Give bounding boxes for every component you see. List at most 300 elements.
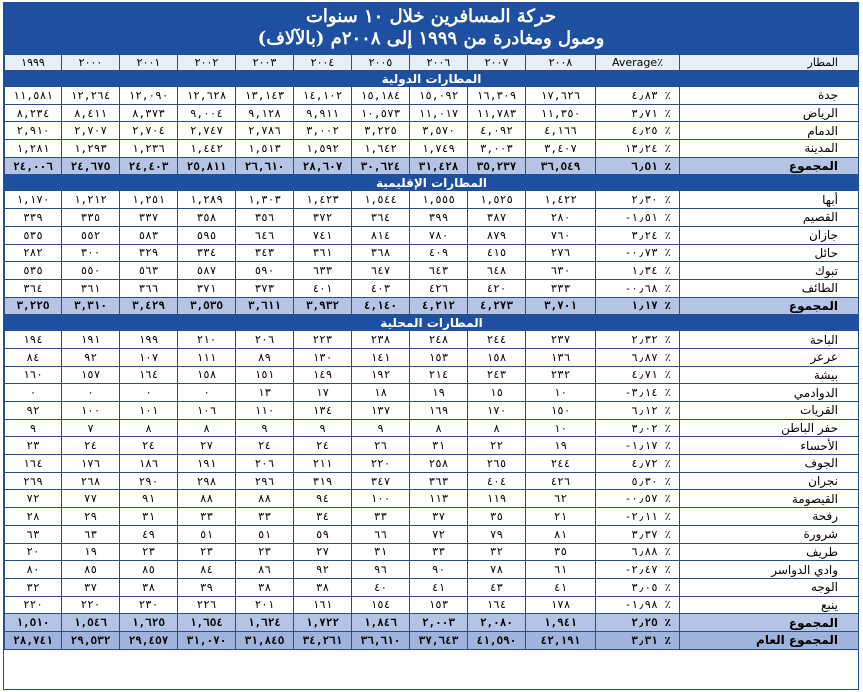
airport-name: الدمام — [680, 122, 859, 140]
value-cell: ٨٩ — [236, 348, 294, 366]
value-cell: ٢٣ — [236, 543, 294, 561]
value-cell: ٣٨ — [120, 578, 178, 596]
airport-name: القيصومة — [680, 490, 859, 508]
value-cell: ١,٦٤٢ — [352, 140, 410, 158]
value-cell: ٢٩٦ — [236, 472, 294, 490]
value-cell: ٨ — [178, 419, 236, 437]
value-cell: ١٤,١٠٢ — [294, 87, 352, 105]
value-cell: ٢,٧٨٦ — [236, 122, 294, 140]
value-cell: ٣٢ — [468, 543, 526, 561]
value-cell: ٢٩٨ — [178, 472, 236, 490]
value-cell: ١٦٤ — [468, 596, 526, 614]
value-cell: ١,٧٢٢ — [294, 614, 352, 632]
value-cell: ١,١٧٠ — [5, 191, 62, 209]
value-cell: ٢٧ — [294, 543, 352, 561]
value-cell: ٢٤٤ — [526, 455, 596, 473]
average-cell: ٪ ٣٫٣٧ — [596, 525, 680, 543]
value-cell: ٩,٠٠٤ — [178, 104, 236, 122]
average-cell: ٪ ٠٫٧٣- — [596, 244, 680, 262]
average-cell: ٪ ٢٫٤٧- — [596, 561, 680, 579]
average-cell: ٪ ٦٫٥١ — [596, 157, 680, 175]
value-cell: ٢,٧٠٤ — [120, 122, 178, 140]
table-row — [5, 578, 859, 596]
value-cell: ٢٢ — [468, 437, 526, 455]
value-cell: ٣,٤٢٩ — [120, 297, 178, 315]
value-cell: ٨,٤١١ — [62, 104, 120, 122]
airport-name: نجران — [680, 472, 859, 490]
value-cell: ٢١٤ — [410, 366, 468, 384]
value-cell: ٨٤ — [5, 348, 62, 366]
value-cell: ٤١ — [410, 578, 468, 596]
value-cell: ١٠٠ — [62, 402, 120, 420]
value-cell: ١١٠ — [236, 402, 294, 420]
airport-name: تبوك — [680, 262, 859, 280]
value-cell: ٢٠١ — [236, 596, 294, 614]
value-cell: ١,٥٤٤ — [352, 191, 410, 209]
value-cell: ١٢,٦٢٨ — [178, 87, 236, 105]
value-cell: ٤,٠٩٢ — [468, 122, 526, 140]
section-total-row — [5, 157, 859, 175]
value-cell: ٣٣٣ — [526, 279, 596, 297]
value-cell: ٣,٠٠٢ — [294, 122, 352, 140]
value-cell: ٢٩,٤٥٧ — [120, 631, 178, 649]
value-cell: ٢٦٩ — [5, 472, 62, 490]
value-cell: ١,٢٥١ — [120, 191, 178, 209]
value-cell: ١٠,٥٧٣ — [352, 104, 410, 122]
value-cell: ٢١٠ — [178, 331, 236, 349]
value-cell: ١٩ — [410, 384, 468, 402]
value-cell: ٢٤٤ — [468, 331, 526, 349]
value-cell: ٤٢٦ — [526, 472, 596, 490]
airport-name: القصيم — [680, 209, 859, 227]
value-cell: ١٦٠ — [5, 366, 62, 384]
value-cell: ٦٣ — [62, 525, 120, 543]
table-row — [5, 331, 859, 349]
section-title: المطارات الدولية — [5, 71, 859, 87]
passenger-table-panel — [3, 2, 859, 690]
value-cell: ٥٥٢ — [62, 226, 120, 244]
value-cell: ٧ — [62, 419, 120, 437]
value-cell: ٤٢٦ — [410, 279, 468, 297]
value-cell: ٣٧١ — [178, 279, 236, 297]
average-cell: ٪ ٠٫٥٧- — [596, 490, 680, 508]
value-cell: ٣٧٣ — [236, 279, 294, 297]
value-cell: ١٥٨ — [468, 348, 526, 366]
header-year: ٢٠٠٤ — [294, 55, 352, 71]
value-cell: ١٠ — [526, 419, 596, 437]
average-cell: ٪ ٠٫٦٨- — [596, 279, 680, 297]
value-cell: ٢٣ — [120, 543, 178, 561]
value-cell: ١٥,١٨٤ — [352, 87, 410, 105]
header-year: ٢٠٠١ — [120, 55, 178, 71]
value-cell: ٤٠٣ — [352, 279, 410, 297]
value-cell: ٣٣ — [352, 508, 410, 526]
value-cell: ٩ — [236, 419, 294, 437]
value-cell: ٠ — [178, 384, 236, 402]
average-cell: ٪ ١٫٥١- — [596, 209, 680, 227]
value-cell: ٣,٧٠١ — [526, 297, 596, 315]
airport-name: عرعر — [680, 348, 859, 366]
value-cell: ٨,٢٣٤ — [5, 104, 62, 122]
value-cell: ٨ — [468, 419, 526, 437]
value-cell: ٢٣٠ — [120, 596, 178, 614]
value-cell: ٧٦٠ — [526, 226, 596, 244]
value-cell: ٢٦٨ — [62, 472, 120, 490]
value-cell: ١١,٠١٧ — [410, 104, 468, 122]
section-header — [5, 71, 859, 87]
airport-name: رفحة — [680, 508, 859, 526]
value-cell: ٣٣٩ — [5, 209, 62, 227]
table-row — [5, 279, 859, 297]
value-cell: ٩٢ — [62, 348, 120, 366]
value-cell: ٢٥٨ — [410, 455, 468, 473]
value-cell: ٨٤ — [178, 561, 236, 579]
value-cell: ٢٢٠ — [5, 596, 62, 614]
value-cell: ١٨٦ — [120, 455, 178, 473]
value-cell: ١,٥١٠ — [5, 614, 62, 632]
value-cell: ٩٢ — [294, 561, 352, 579]
value-cell: ٧٤١ — [294, 226, 352, 244]
value-cell: ٨٨ — [178, 490, 236, 508]
value-cell: ١,٥٩٢ — [294, 140, 352, 158]
value-cell: ٦٢ — [526, 490, 596, 508]
value-cell: ٣,٠٠٣ — [468, 140, 526, 158]
value-cell: ١٧ — [294, 384, 352, 402]
value-cell: ٣٦,٦١٠ — [352, 631, 410, 649]
value-cell: ٣٦١ — [294, 244, 352, 262]
value-cell: ٣٩ — [178, 578, 236, 596]
value-cell: ١٥٧ — [62, 366, 120, 384]
value-cell: ١,٦٥٤ — [178, 614, 236, 632]
value-cell: ٥١ — [236, 525, 294, 543]
value-cell: ٢,٧٤٧ — [178, 122, 236, 140]
value-cell: ١١٣ — [410, 490, 468, 508]
value-cell: ١,٥٢٥ — [468, 191, 526, 209]
value-cell: ١١٩ — [468, 490, 526, 508]
airport-name: المدينة — [680, 140, 859, 158]
airport-name: وادي الدواسر — [680, 561, 859, 579]
value-cell: ٤,٢٧٣ — [468, 297, 526, 315]
value-cell: ٦٣ — [5, 525, 62, 543]
value-cell: ٢٠٦ — [236, 455, 294, 473]
value-cell: ٩,١٢٨ — [236, 104, 294, 122]
value-cell: ١٩١ — [62, 331, 120, 349]
value-cell: ٢٨ — [5, 508, 62, 526]
value-cell: ١,٨٤٦ — [352, 614, 410, 632]
value-cell: ٢٤,٦٧٥ — [62, 157, 120, 175]
value-cell: ٥٥٠ — [62, 262, 120, 280]
value-cell: ٥٩٥ — [178, 226, 236, 244]
value-cell: ٢٤,٤٠٣ — [120, 157, 178, 175]
table-row — [5, 561, 859, 579]
value-cell: ٧٢ — [410, 525, 468, 543]
value-cell: ١٥٤ — [352, 596, 410, 614]
value-cell: ٣٥٨ — [178, 209, 236, 227]
value-cell: ١٧,٦٢٦ — [526, 87, 596, 105]
section-header — [5, 175, 859, 191]
value-cell: ٢٤ — [120, 437, 178, 455]
value-cell: ١٠١ — [120, 402, 178, 420]
value-cell: ٣١ — [410, 437, 468, 455]
value-cell: ٣٣٧ — [120, 209, 178, 227]
table-row — [5, 384, 859, 402]
value-cell: ٠ — [120, 384, 178, 402]
value-cell: ١٣,١٤٣ — [236, 87, 294, 105]
value-cell: ٢٢٦ — [178, 596, 236, 614]
value-cell: ٨,٣٧٣ — [120, 104, 178, 122]
value-cell: ٤٠٩ — [410, 244, 468, 262]
average-cell: ٪ ٣٫١٤- — [596, 384, 680, 402]
value-cell: ٤١٥ — [468, 244, 526, 262]
value-cell: ٢,٩١٠ — [5, 122, 62, 140]
value-cell: ٤,١٦٦ — [526, 122, 596, 140]
value-cell: ٥٣٥ — [5, 262, 62, 280]
value-cell: ١٩١ — [178, 455, 236, 473]
value-cell: ٤٣ — [468, 578, 526, 596]
header-year: ٢٠٠٦ — [410, 55, 468, 71]
table-row — [5, 226, 859, 244]
value-cell: ١٢,٢٦٤ — [62, 87, 120, 105]
value-cell: ٣١,٤٢٨ — [410, 157, 468, 175]
average-cell: ٪ ١٫٩٨- — [596, 596, 680, 614]
value-cell: ٩ — [294, 419, 352, 437]
value-cell: ٣٧ — [62, 578, 120, 596]
value-cell: ١٥٣ — [410, 596, 468, 614]
value-cell: ٣٦٨ — [352, 244, 410, 262]
value-cell: ٣٤,٢٦١ — [294, 631, 352, 649]
value-cell: ٧٧ — [62, 490, 120, 508]
value-cell: ١٧٦ — [62, 455, 120, 473]
average-cell: ٪ ٢٫٢٥ — [596, 614, 680, 632]
value-cell: ١١,٥٨١ — [5, 87, 62, 105]
value-cell: ١,٢٨١ — [5, 140, 62, 158]
value-cell: ٠ — [5, 384, 62, 402]
airport-name: حفر الباطن — [680, 419, 859, 437]
value-cell: ٣٣٥ — [62, 209, 120, 227]
section-header — [5, 315, 859, 331]
value-cell: ٣٨٧ — [468, 209, 526, 227]
value-cell: ٨٥ — [120, 561, 178, 579]
value-cell: ٢٤ — [236, 437, 294, 455]
value-cell: ٣,٩٣٢ — [294, 297, 352, 315]
grand-total-row — [5, 631, 859, 649]
value-cell: ٩ — [5, 419, 62, 437]
section-total-row — [5, 614, 859, 632]
header-year: ٢٠٠٧ — [468, 55, 526, 71]
value-cell: ١٥٠ — [526, 402, 596, 420]
value-cell: ٦٤٨ — [468, 262, 526, 280]
value-cell: ١٦١ — [294, 596, 352, 614]
value-cell: ١,٥٥٥ — [410, 191, 468, 209]
average-cell: ٪ ٣٫٠٢ — [596, 419, 680, 437]
value-cell: ٦٦ — [352, 525, 410, 543]
value-cell: ٨ — [120, 419, 178, 437]
value-cell: ١١,٧٨٣ — [468, 104, 526, 122]
value-cell: ٣٣٤ — [178, 244, 236, 262]
value-cell: ١٤١ — [352, 348, 410, 366]
average-cell: ٪ ٣٫٧١ — [596, 104, 680, 122]
value-cell: ٢٤ — [62, 437, 120, 455]
value-cell: ٣٣ — [236, 508, 294, 526]
value-cell: ٢٢٣ — [294, 331, 352, 349]
value-cell: ٩٠ — [410, 561, 468, 579]
value-cell: ٩,٩١١ — [294, 104, 352, 122]
value-cell: ٣٣ — [410, 543, 468, 561]
value-cell: ٨١٤ — [352, 226, 410, 244]
average-cell: ٪ ٦٫١٢ — [596, 402, 680, 420]
value-cell: ٣,٢٢٥ — [5, 297, 62, 315]
average-cell: ٪ ٥٫٣٠ — [596, 472, 680, 490]
value-cell: ٢٧٦ — [526, 244, 596, 262]
value-cell: ٣,٦١١ — [236, 297, 294, 315]
airport-name: جازان — [680, 226, 859, 244]
value-cell: ١٥٣ — [410, 348, 468, 366]
airport-name: حائل — [680, 244, 859, 262]
airport-name: ينبع — [680, 596, 859, 614]
table-row — [5, 525, 859, 543]
header-airport: المطار — [680, 55, 859, 71]
airport-name: جدة — [680, 87, 859, 105]
value-cell: ١٣٤ — [294, 402, 352, 420]
value-cell: ٢٨,٦٠٧ — [294, 157, 352, 175]
airport-name: الطائف — [680, 279, 859, 297]
table-row — [5, 244, 859, 262]
average-cell: ٪ ٣٫٢٤ — [596, 226, 680, 244]
value-cell: ٢٣٨ — [352, 331, 410, 349]
value-cell: ٧٩ — [468, 525, 526, 543]
passenger-table — [4, 54, 859, 650]
value-cell: ١,٤٢٢ — [526, 191, 596, 209]
value-cell: ٥٨٣ — [120, 226, 178, 244]
value-cell: ٢٨٠ — [526, 209, 596, 227]
value-cell: ١٢,٠٩٠ — [120, 87, 178, 105]
value-cell: ٨٠ — [5, 561, 62, 579]
average-cell: ٪ ٤٫٧٢ — [596, 455, 680, 473]
average-cell: ٪ ٢٫٣٢ — [596, 331, 680, 349]
value-cell: ١٣٦ — [526, 348, 596, 366]
value-cell: ١٠٧ — [120, 348, 178, 366]
section-title: المطارات الإقليمية — [5, 175, 859, 191]
average-cell: ٪ ٣٫٣١ — [596, 631, 680, 649]
value-cell: ٣٨ — [236, 578, 294, 596]
table-row — [5, 419, 859, 437]
value-cell: ٣١,٨٤٥ — [236, 631, 294, 649]
value-cell: ٤,٢١٢ — [410, 297, 468, 315]
value-cell: ٤٠ — [352, 578, 410, 596]
value-cell: ٢٢٠ — [352, 455, 410, 473]
value-cell: ٢٤,٠٠٦ — [5, 157, 62, 175]
value-cell: ٢٤ — [294, 437, 352, 455]
value-cell: ٥٦٣ — [120, 262, 178, 280]
value-cell: ٣٣ — [178, 508, 236, 526]
value-cell: ٢٩ — [62, 508, 120, 526]
value-cell: ٢٣٧ — [526, 331, 596, 349]
value-cell: ١٥١ — [236, 366, 294, 384]
table-row — [5, 348, 859, 366]
value-cell: ١٩ — [526, 437, 596, 455]
value-cell: ٣,٣١٠ — [62, 297, 120, 315]
value-cell: ١٩ — [62, 543, 120, 561]
value-cell: ١١,٣٥٠ — [526, 104, 596, 122]
value-cell: ٣١,٠٧٠ — [178, 631, 236, 649]
value-cell: ٣٤٣ — [236, 244, 294, 262]
value-cell: ٣٧,٦٤٣ — [410, 631, 468, 649]
value-cell: ٢٦ — [352, 437, 410, 455]
value-cell: ١٦,٣٠٩ — [468, 87, 526, 105]
value-cell: ١٦٤ — [5, 455, 62, 473]
value-cell: ٤٠١ — [294, 279, 352, 297]
airport-name: الوجه — [680, 578, 859, 596]
value-cell: ٣٦٦ — [120, 279, 178, 297]
header-year: ٢٠٠٠ — [62, 55, 120, 71]
title-banner — [4, 3, 858, 54]
value-cell: ٢١١ — [294, 455, 352, 473]
value-cell: ٨ — [410, 419, 468, 437]
value-cell: ٢٣ — [5, 437, 62, 455]
value-cell: ٢٤٣ — [468, 366, 526, 384]
value-cell: ١,٦٢٤ — [236, 614, 294, 632]
value-cell: ١,٦٢٥ — [120, 614, 178, 632]
value-cell: ٣١ — [120, 508, 178, 526]
value-cell: ١٩٢ — [352, 366, 410, 384]
value-cell: ٤١,٥٩٠ — [468, 631, 526, 649]
airport-name: شرورة — [680, 525, 859, 543]
average-cell: ٪ ١٣٫٢٤ — [596, 140, 680, 158]
value-cell: ٣,٥٧٠ — [410, 122, 468, 140]
value-cell: ٣٥٦ — [236, 209, 294, 227]
value-cell: ٣,٢٢٥ — [352, 122, 410, 140]
average-cell: ٪ ٤٫٢٥ — [596, 122, 680, 140]
value-cell: ٢٠ — [5, 543, 62, 561]
table-body — [5, 55, 859, 650]
value-cell: ٦٣٠ — [526, 262, 596, 280]
value-cell: ١,٥٤٦ — [62, 614, 120, 632]
value-cell: ١٦٩ — [410, 402, 468, 420]
value-cell: ٦٤٣ — [410, 262, 468, 280]
value-cell: ١٩٩ — [120, 331, 178, 349]
value-cell: ٨٧٩ — [468, 226, 526, 244]
value-cell: ٢٣ — [178, 543, 236, 561]
average-cell: ٪ ٣٫٠٥ — [596, 578, 680, 596]
table-row — [5, 437, 859, 455]
value-cell: ٩ — [352, 419, 410, 437]
value-cell: ٨٨ — [236, 490, 294, 508]
value-cell: ١,٧٤٩ — [410, 140, 468, 158]
value-cell: ١,٣٠٣ — [236, 191, 294, 209]
value-cell: ١١١ — [178, 348, 236, 366]
value-cell: ١,٢٩٣ — [62, 140, 120, 158]
airport-name: المجموع — [680, 297, 859, 315]
value-cell: ٩١ — [120, 490, 178, 508]
value-cell: ٣٢٩ — [120, 244, 178, 262]
value-cell: ٢,٠٨٠ — [468, 614, 526, 632]
table-row — [5, 490, 859, 508]
value-cell: ١٧٠ — [468, 402, 526, 420]
value-cell: ٤٢,١٩١ — [526, 631, 596, 649]
header-year: ٢٠٠٥ — [352, 55, 410, 71]
title-line-2: وصول ومغادرة من ١٩٩٩ إلى ٢٠٠٨م (بالآلاف) — [257, 28, 605, 49]
value-cell: ٦٤٧ — [352, 262, 410, 280]
average-cell: ٪ ٦٫٨٧ — [596, 348, 680, 366]
value-cell: ٣,٥٣٥ — [178, 297, 236, 315]
value-cell: ٤٩ — [120, 525, 178, 543]
table-row — [5, 402, 859, 420]
value-cell: ٦١ — [526, 561, 596, 579]
average-cell: ٪ ٢٫١١- — [596, 508, 680, 526]
average-cell: ٪ ٦٫٨٨ — [596, 543, 680, 561]
value-cell: ٢٨٢ — [5, 244, 62, 262]
value-cell: ١٣٧ — [352, 402, 410, 420]
